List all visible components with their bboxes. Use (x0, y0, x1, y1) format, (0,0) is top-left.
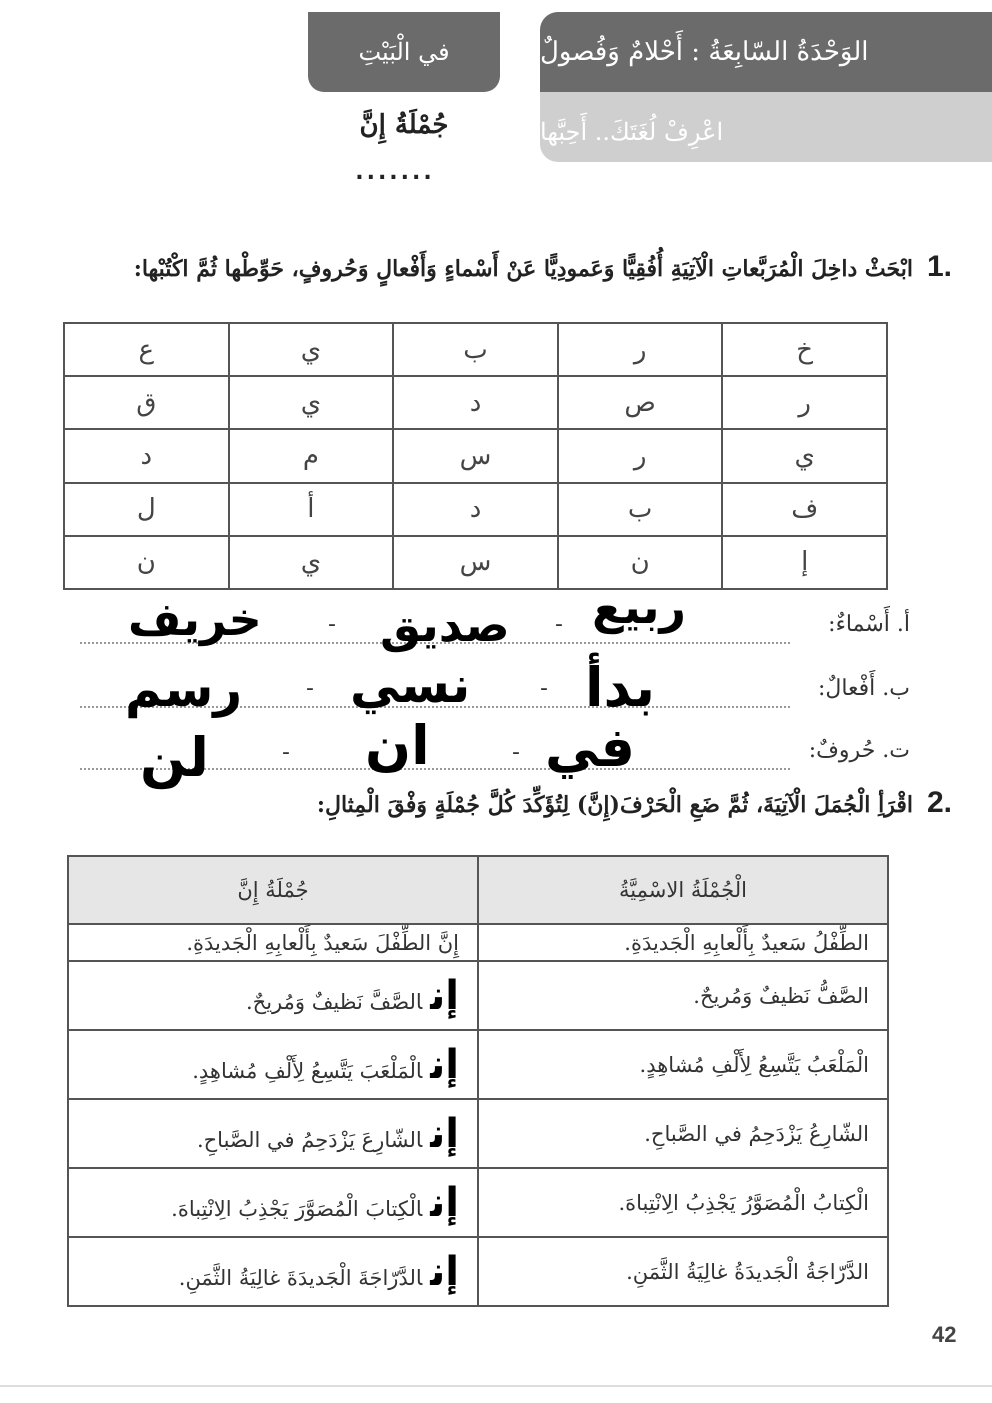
lesson-title: جُمْلَةُ إِنَّ (359, 110, 449, 140)
handwritten-noun: ربيع (592, 580, 686, 634)
nominal-sentence: الشّارِعُ يَزْدَحِمُ في الصَّباحِ. (478, 1099, 888, 1168)
grid-cell[interactable]: ن (64, 536, 229, 589)
grid-cell[interactable]: ي (229, 376, 394, 429)
grid-cell[interactable]: ر (558, 323, 723, 376)
table-row (68, 1237, 888, 1306)
grid-cell[interactable]: ي (229, 536, 394, 589)
grid-cell[interactable]: س (393, 429, 558, 482)
page-divider (0, 1385, 992, 1387)
handwritten-verb: بدأ (585, 656, 655, 719)
inna-sentence: الْمَلْعَبَ يَتَّسِعُ لِأَلْفِ مُشاهِدٍ. (192, 1058, 423, 1083)
question-1-number: .1 (926, 250, 952, 283)
question-2 (317, 786, 952, 820)
lesson-dots: ....... (355, 160, 435, 185)
unit-subtitle: اعْرِفْ لُغَتَكَ.. أَحِبَّها (540, 118, 724, 146)
inna-sentence: الْكِتابَ الْمُصَوَّرَ يَجْذِبُ الِانْتِباهَ. (171, 1196, 423, 1221)
grid-row (64, 483, 887, 536)
grid-cell[interactable]: ص (558, 376, 723, 429)
column-header-nominal: الْجُمْلَةُ الاسْمِيَّةُ (478, 856, 888, 924)
grid-cell[interactable]: ب (393, 323, 558, 376)
nouns-label: أ. أَسْماءٌ: (828, 612, 910, 637)
inna-sentence-cell[interactable] (68, 924, 478, 961)
grid-cell[interactable]: أ (229, 483, 394, 536)
handwritten-inna: إن (430, 972, 459, 1019)
handwritten-inna: إن (430, 1179, 459, 1226)
table-row (68, 1030, 888, 1099)
handwritten-verb: رسم (125, 660, 243, 718)
sentences-table (67, 855, 889, 1307)
grid-cell[interactable]: ر (722, 376, 887, 429)
nominal-sentence: الطِّفْلُ سَعيدٌ بِأَلْعابِهِ الْجَديدَةِ. (478, 924, 888, 961)
grid-cell[interactable]: خ (722, 323, 887, 376)
separator-dash: - (328, 612, 336, 637)
grid-cell[interactable]: ع (64, 323, 229, 376)
handwritten-letter: لن (140, 726, 209, 789)
nominal-sentence: الْكِتابُ الْمُصَوَّرُ يَجْذِبُ الِانْتِباهَ. (478, 1168, 888, 1237)
grid-cell[interactable]: ي (722, 429, 887, 482)
grid-cell[interactable]: د (393, 376, 558, 429)
nominal-sentence: الدَّرّاجَةُ الْجَديدَةُ غالِيَةُ الثَّمَنِ. (478, 1237, 888, 1306)
letters-label: ت. حُروفٌ: (808, 738, 910, 763)
column-header-inna: جُمْلَةُ إِنَّ (68, 856, 478, 924)
letter-grid (63, 322, 888, 590)
page-number: 42 (932, 1322, 957, 1347)
handwritten-inna: إن (430, 1041, 459, 1088)
question-1-text: ابْحَثْ داخِلَ الْمُرَبَّعاتِ الْآتِيَةِ أُفُقِيًّا وَعَمودِيًّا عَنْ أَسْماءٍ وَأَفْعالٍ وَحُروفٍ، حَوِّطْها ثُمَّ اكْتُبْها: (133, 256, 913, 282)
home-label: في الْبَيْتِ (308, 12, 500, 92)
question-2-number: .2 (926, 786, 952, 819)
grid-row (64, 323, 887, 376)
handwritten-noun: خريف (128, 592, 262, 646)
separator-dash: - (282, 740, 290, 765)
grid-cell[interactable]: ر (558, 429, 723, 482)
grid-cell[interactable]: ل (64, 483, 229, 536)
handwritten-inna: إن (430, 1248, 459, 1295)
inna-sentence: إِنَّ الطِّفْلَ سَعيدٌ بِأَلْعابِهِ الْجَديدَةِ. (186, 930, 459, 955)
inna-sentence-cell[interactable] (68, 1237, 478, 1306)
grid-cell[interactable]: س (393, 536, 558, 589)
handwritten-verb: نسي (350, 656, 471, 714)
grid-cell[interactable]: ف (722, 483, 887, 536)
grid-row (64, 376, 887, 429)
grid-cell[interactable]: م (229, 429, 394, 482)
grid-cell[interactable]: ن (558, 536, 723, 589)
unit-title: الوَحْدَةُ السّابِعَةُ : أَحْلامٌ وَفُصولٌ (540, 12, 992, 92)
grid-cell[interactable]: إ (722, 536, 887, 589)
inna-sentence: الشّارِعَ يَزْدَحِمُ في الصَّباحِ. (196, 1127, 423, 1152)
handwritten-inna: إن (430, 1110, 459, 1157)
nominal-sentence: الْمَلْعَبُ يَتَّسِعُ لِأَلْفِ مُشاهِدٍ. (478, 1030, 888, 1099)
grid-row (64, 536, 887, 589)
inna-sentence: الصَّفَّ نَظيفٌ وَمُريحٌ. (245, 989, 423, 1014)
table-row (68, 1168, 888, 1237)
separator-dash: - (555, 612, 563, 637)
inna-sentence-cell[interactable] (68, 1030, 478, 1099)
separator-dash: - (540, 676, 548, 701)
separator-dash: - (306, 676, 314, 701)
grid-cell[interactable]: ب (558, 483, 723, 536)
question-1 (134, 250, 952, 284)
inna-sentence-cell[interactable] (68, 1099, 478, 1168)
inna-sentence: الدَّرّاجَةَ الْجَديدَةَ غالِيَةُ الثَّمَنِ. (178, 1265, 423, 1290)
grid-row (64, 429, 887, 482)
table-header-row (68, 856, 888, 924)
handwritten-letter: ان (365, 714, 430, 777)
verbs-label: ب. أَفْعالٌ: (817, 676, 910, 701)
question-2-text: اقْرَأِ الْجُمَلَ الْآتِيَةَ، ثُمَّ ضَعِ الْحَرْفَ(إِنَّ) لِتُؤَكِّدَ كُلَّ جُمْلَةٍ وَفْقَ الْمِثالِ: (316, 792, 913, 818)
unit-header (540, 12, 992, 162)
inna-sentence-cell[interactable] (68, 961, 478, 1030)
inna-sentence-cell[interactable] (68, 1168, 478, 1237)
grid-cell[interactable]: ق (64, 376, 229, 429)
grid-cell[interactable]: د (64, 429, 229, 482)
table-row (68, 1099, 888, 1168)
handwritten-noun: صديق (380, 598, 510, 652)
grid-cell[interactable]: د (393, 483, 558, 536)
table-row (68, 924, 888, 961)
table-row (68, 961, 888, 1030)
separator-dash: - (512, 740, 520, 765)
nominal-sentence: الصَّفُّ نَظيفٌ وَمُريحٌ. (478, 961, 888, 1030)
grid-cell[interactable]: ي (229, 323, 394, 376)
handwritten-letter: في (545, 716, 635, 779)
